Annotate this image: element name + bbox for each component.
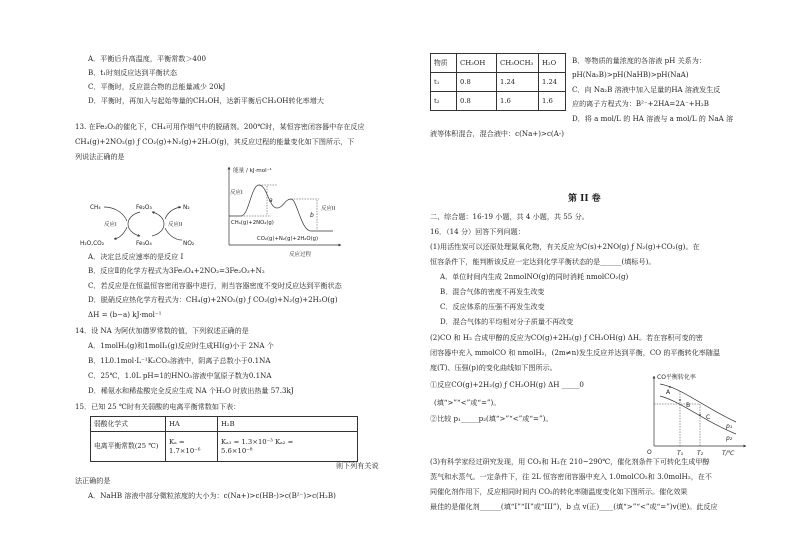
q16-part1-option-d: D．混合气体的平均相对分子质量不再改变 <box>440 317 574 326</box>
graph-label-p1: p₁ <box>726 423 733 430</box>
graph-y-label: CO平衡转化率 <box>657 374 696 381</box>
energy-label-reaction-2: 反应II <box>321 206 336 212</box>
h2b-constants-line-1: Kₐ₁ = 1.3×10⁻³ Kₐ₂ = <box>221 437 294 446</box>
q13-stem-line-1: 13. 在Fe₂O₃的催化下，CH₄可用作烟气中的脱硝剂。200℃时，某恒容密闭容器中存在反应 <box>75 122 365 131</box>
graph-tick-t2: T₂ <box>697 450 704 457</box>
table-cell: 1.6 <box>497 92 539 111</box>
q14-option-a: A．1molH₂(g)和1molI₂(g)反应时生成HI(g)小于 2NA 个 <box>88 341 274 350</box>
q15-stem: 15．已知 25 ℃时有关弱酸的电离平衡常数如下表： <box>75 402 241 411</box>
q15-option-d: D．将 a mol/L 的 HA 溶液与 a mol/L 的 NaA 溶 <box>572 114 734 123</box>
energy-label-process: 反应过程 <box>289 252 312 258</box>
graph-point-c <box>699 414 701 416</box>
q13-option-b: B．反应Ⅱ的化学方程式为3Fe₃O₄+2NO₂=3Fe₂O₃+N₂ <box>88 266 265 275</box>
table-cell: 1.24 <box>539 73 566 92</box>
q14-option-c: C．25℃，1.0L pH=1的HNO₃溶液中氢原子数为0.1NA <box>88 371 272 380</box>
graph-curve-p2 <box>660 396 736 434</box>
q12-option-c: C．平衡时，反应混合物的总能量减少 20kJ <box>88 82 226 91</box>
table-cell: t₂ <box>431 92 457 111</box>
q16-part1-option-a: A．单位时间内生成 2nmolNO(g)的同时消耗 nmolCO₂(g) <box>440 272 629 281</box>
cycle-label-fe2o3: Fe₂O₃ <box>136 205 152 211</box>
energy-profile-diagram <box>221 163 345 259</box>
q15-stem-tail-2: 法正确的是 <box>75 476 111 485</box>
graph-label-c: C <box>706 414 711 421</box>
q15-option-c-line-2: 应的离子方程式为：B²⁻+2HA=2A⁻+H₂B <box>572 99 709 108</box>
ha-constant-value: 1.7×10⁻⁶ <box>169 446 201 455</box>
energy-axis-label: 能量 / kJ·mol⁻¹ <box>233 168 272 174</box>
q16-part3-line-2: 蒸气和水蒸气。一定条件下，往 2L 恒容密闭容器中充入 1.0molCO₂和 3.0molH₂，在不 <box>430 472 712 481</box>
q13-option-c: C．若反应是在恒温恒容密闭容器中进行，则当容器密度不变时反应达到平衡状态 <box>88 281 342 290</box>
energy-label-reaction-1: 反应I <box>230 190 243 196</box>
ha-constant-symbol: Kₐ = <box>169 437 185 446</box>
q13-stem-line-3: 列说法正确的是 <box>75 152 125 161</box>
methanol-data-table <box>430 53 566 111</box>
table-header-cell: H₂O <box>539 54 566 73</box>
graph-origin-label: O <box>647 449 652 456</box>
q16-stem: 16．（14 分）回答下列问题： <box>430 227 525 236</box>
graph-label-b: B <box>686 402 691 409</box>
catalytic-cycle-diagram <box>80 198 208 248</box>
cycle-n2-outlet <box>165 207 181 219</box>
q15-acid-constant-table <box>90 416 358 462</box>
cycle-right-arc <box>152 212 164 236</box>
cycle-label-ch4: CH₄ <box>90 205 101 211</box>
table-cell: 0.8 <box>457 92 497 111</box>
co-conversion-graph <box>642 372 752 460</box>
q16-part2-sub-2: ②比较 p₁_____p₂(填“>”“<”或“=”)。 <box>430 414 553 423</box>
cycle-label-fe3o4: Fe₃O₄ <box>136 241 152 247</box>
table-header-cell: CH₃OCH₃ <box>497 54 539 73</box>
q16-part1-option-b: B．混合气体的密度不再发生改变 <box>440 287 545 296</box>
q16-part1-option-c: C．反应体系的压强不再发生改变 <box>440 302 545 311</box>
q16-part2-sub-1-hint: (填“>”“<”或“=”)。 <box>434 398 501 407</box>
q15-option-c: C．向 Na₂B 溶液中加入足量的HA 溶液发生反 <box>572 85 721 94</box>
table-row <box>91 417 358 432</box>
table-cell: 1.6 <box>539 92 566 111</box>
table-row <box>431 73 566 92</box>
q16-part3-line-1: (3)有科学家经过研究发现，用 CO₂和 H₂在 210~290℃，催化剂条件下可转化生成甲醇 <box>430 457 710 466</box>
table-cell-h2b <box>218 432 358 462</box>
q16-part1-line-2: 恒容条件下，能判断该反应一定达到化学平衡状态的是______(填标号)。 <box>430 257 656 266</box>
graph-curve-p1 <box>660 384 736 422</box>
table-cell: 1.24 <box>497 73 539 92</box>
cycle-label-n2: N₂ <box>183 205 190 211</box>
q12-option-a: A．平衡后升高温度，平衡常数＞400 <box>88 54 206 63</box>
table-header-cell: HA <box>166 417 218 432</box>
q14-option-b: B．1L0.1mol·L⁻¹K₂CO₃溶液中，阴离子总数小于0.1NA <box>88 356 271 365</box>
graph-label-a: A <box>666 389 671 396</box>
q15-stem-tail-1: 则下列有关说 <box>336 461 379 470</box>
q12-option-d: D．平衡时，再加入与起始等量的CH₃OH，达新平衡后CH₃OH转化率增大 <box>88 96 324 105</box>
table-cell: 0.8 <box>457 73 497 92</box>
energy-label-a: a <box>269 197 273 204</box>
table-cell: t₁ <box>431 73 457 92</box>
table-row <box>431 92 566 111</box>
energy-label-products: CO₂(g)+N₂(g)+2H₂O(g) <box>257 236 319 242</box>
cycle-label-no2: NO₂ <box>183 241 195 247</box>
q16-part2-line-2: 闭容器中充入 mmolCO 和 nmolH₂，(2m≠n)发生反应并达到平衡，CO 的平衡转化率随温 <box>430 348 721 357</box>
q15-option-d-line-2: 液等体积混合，混合液中：c(Na+)>c(A-) <box>430 129 564 138</box>
table-row <box>91 432 358 462</box>
graph-point-a <box>669 386 671 388</box>
q13-option-d: D．脱硝反应热化学方程式为：CH₄(g)+2NO₂(g) ƒ CO₂(g)+N₂(g)+2H₂O(g) <box>88 295 338 304</box>
energy-label-b: b <box>310 212 314 219</box>
q13-option-d-enthalpy: ΔH = (b−a) kJ·mol⁻¹ <box>88 310 162 319</box>
q16-part2-sub-1: ①反应CO(g)+2H₂(g) ƒ CH₃OH(g) ΔH _____0 <box>430 380 584 389</box>
section-title: 第 II 卷 <box>568 194 601 204</box>
q15-option-b: B．等物质的量浓度的各溶液 pH 关系为： <box>572 56 706 65</box>
graph-x-label: T/℃ <box>722 450 735 457</box>
q13-stem-line-2: CH₄(g)+2NO₂(g) ƒ CO₂(g)+N₂(g)+2H₂O(g)，其反应过程的能量变化如下图所示，下 <box>75 137 355 146</box>
q16-part2-line-3: 度(T)、压强(p)的变化曲线如下图所示。 <box>430 363 557 372</box>
table-header-cell: 物质 <box>431 54 457 73</box>
table-row <box>431 54 566 73</box>
q16-part2-line-1: (2)CO 和 H₂ 合成甲醇的反应为CO(g)+2H₂(g) ƒ CH₃OH(g) ΔH。若在容积可变的密 <box>430 333 703 342</box>
cycle-h2o-co2-outlet <box>114 227 127 239</box>
graph-point-b <box>679 399 681 401</box>
q13-option-a: A．决定总反应速率的是反应 I <box>88 252 184 261</box>
table-header-cell: H₂B <box>218 417 358 432</box>
cycle-left-arc <box>128 212 140 236</box>
q16-part1-line-1: (1)用活性炭可以还原处理氮氧化物，有关反应为C(s)+2NO(g) ƒ N₂(g)+CO₂(g)。在 <box>430 242 700 251</box>
cycle-label-reaction-1: 反应I <box>104 222 117 228</box>
q14-stem: 14．设 NA 为阿伏加德罗常数的值，下列叙述正确的是 <box>75 326 249 335</box>
q16-part3-line-4: 最佳的是催化剂______(填“I”“II”或“III”)，b 点 v(正)____(填“>”“<”或“=”)v(逆)。此反应 <box>430 502 718 511</box>
cycle-ch4-inlet <box>104 207 127 221</box>
energy-label-reactants: CH₄(g)+2NO₂(g) <box>231 220 274 226</box>
q12-option-b: B．t₁时刻反应达到平衡状态 <box>88 68 177 77</box>
q14-option-d: D．稀氨水和稀盐酸完全反应生成 NA 个H₂O 时放出热量 57.3kJ <box>88 386 294 395</box>
q15-option-a: A．NaHB 溶液中部分微粒浓度的大小为：c(Na+)>c(HB-)>c(B²⁻)>c(H₂B) <box>88 491 336 500</box>
table-header-cell: 弱酸化学式 <box>91 417 166 432</box>
h2b-constants-line-2: 5.6×10⁻⁸ <box>221 446 253 455</box>
table-row-label: 电离平衡常数(25 ℃) <box>91 432 166 462</box>
cycle-label-reaction-2: 反应II <box>168 222 183 228</box>
table-header-cell: CH₃OH <box>457 54 497 73</box>
q16-part3-line-3: 同催化剂作用下，反应相同时间内 CO₂的转化率随温度变化如下图所示。催化效果 <box>430 487 688 496</box>
table-cell-ha <box>166 432 218 462</box>
graph-tick-t1: T₁ <box>677 450 684 457</box>
q15-option-b-line-2: pH(Na₂B)>pH(NaHB)>pH(NaA) <box>572 70 689 79</box>
graph-label-p2: p₂ <box>726 435 733 442</box>
section-intro: 二、综合题：16-19 小题，共 4 小题，共 55 分。 <box>430 212 589 221</box>
cycle-label-h2o-co2: H₂O,CO₂ <box>80 241 105 247</box>
cycle-no2-inlet <box>165 228 182 240</box>
